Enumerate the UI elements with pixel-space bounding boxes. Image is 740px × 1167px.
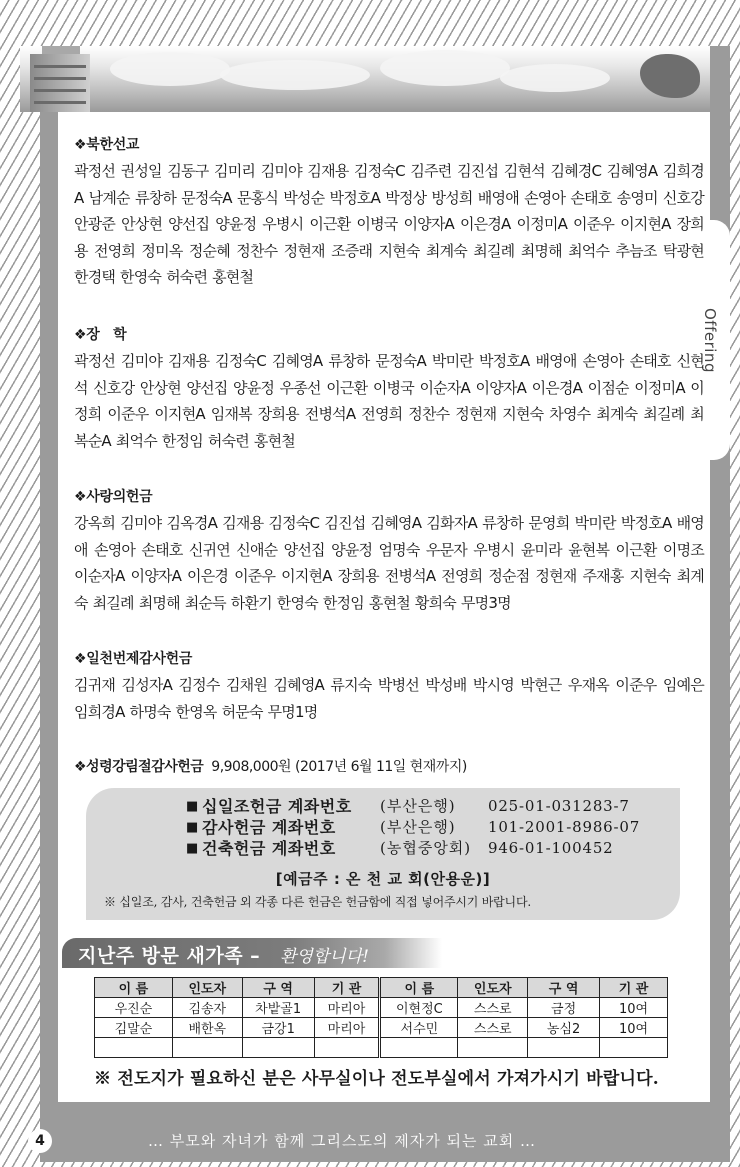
account-name: 건축헌금 계좌번호 (202, 839, 336, 858)
visitor-welcome: 환영합니다! (280, 947, 369, 967)
donor-list: 곽정선 김미야 김재용 김정숙C 김혜영A 류창하 문정숙A 박미란 박정호A 배영애 손영아 손태호 신현석 신호강 안상현 양선집 양윤정 우종선 이근환 이병국 이순자A 이양자A 이은경A 이점순 이정미A 이정희 이준우 이지현A 임재복 장희용 전병석A 전영희 정찬수 정현재 지현숙 차영수 최계숙 최길례 최복순A 최억수 한정임 허숙련 홍현철 (74, 352, 704, 450)
header-name: 이 름 (95, 978, 173, 998)
table-row (95, 1018, 668, 1038)
table-cell: 금정 (528, 998, 600, 1018)
table-cell: 금강1 (242, 1018, 314, 1038)
table-cell: 이현정C (380, 998, 458, 1018)
page-number: 4 (28, 1129, 52, 1153)
table-cell: 김말순 (95, 1018, 173, 1038)
account-number: 101-2001-8986-07 (488, 818, 641, 836)
table-cell: 10여 (600, 1018, 668, 1038)
account-list (186, 796, 666, 859)
header-banner-image (20, 46, 710, 112)
table-cell: 스스로 (458, 998, 528, 1018)
donor-list: 강옥희 김미야 김옥경A 김재용 김정숙C 김진섭 김혜영A 김화자A 류창하 문영희 박미란 박정호A 배영애 손영아 손태호 신귀연 신애순 양선집 양윤정 엄명숙 우문자 우병시 윤미라 윤현복 이근환 이명조 이순자A 이양자A 이은경 이준우 이지현A 장희용 전병석A 전영희 정순점 정현재 주재홍 지현숙 최계숙 최길례 최명해 최순득 하환기 한영숙 한정임 홍현철 황희숙 무명3명 (74, 514, 704, 612)
table-cell (172, 1038, 242, 1058)
table-cell (528, 1038, 600, 1058)
account-depositor: [예금주 : 온 천 교 회(안용운)] (275, 870, 491, 888)
table-cell (380, 1038, 458, 1058)
table-cell: 스스로 (458, 1018, 528, 1038)
table-cell: 우진순 (95, 998, 173, 1018)
table-cell: 배한옥 (172, 1018, 242, 1038)
header-district: 구 역 (242, 978, 314, 998)
account-row (186, 796, 666, 817)
table-row (95, 998, 668, 1018)
visitor-title: 지난주 방문 새가족 – (78, 945, 261, 967)
table-cell: 10여 (600, 998, 668, 1018)
table-cell: 김송자 (172, 998, 242, 1018)
pentecost-gift-title: ❖성령강림절감사헌금 (74, 759, 204, 775)
visitor-table (94, 977, 668, 1058)
table-row (95, 1038, 668, 1058)
account-info-box (86, 788, 680, 920)
side-tab-label: Offering (701, 308, 719, 373)
visitor-banner (62, 938, 442, 968)
table-header-row (95, 978, 668, 998)
section-title: ❖사랑의헌금 (74, 489, 153, 505)
donor-list: 김귀재 김성자A 김정수 김채원 김혜영A 류지숙 박병선 박성배 박시영 박현근 우재옥 이준우 임예은 임희경A 하명숙 한영옥 허문숙 무명1명 (74, 676, 704, 721)
square-bullet-icon: ■ (186, 799, 199, 814)
tract-guide-note: ※ 전도지가 필요하신 분은 사무실이나 전도부실에서 가져가시기 바랍니다. (94, 1069, 659, 1089)
table-cell: 마리아 (314, 998, 380, 1018)
account-name: 십일조헌금 계좌번호 (202, 797, 352, 816)
square-bullet-icon: ■ (186, 841, 199, 856)
table-cell: 차밭골1 (242, 998, 314, 1018)
donor-list: 곽정선 권성일 김동구 김미리 김미야 김재용 김정숙C 김주련 김진섭 김현석 김혜경C 김혜영A 김희경A 남계순 류창하 문정숙A 문홍식 박성순 박정호A 박정상 방성희 배영애 손영아 손태호 송영미 신호강 안광준 안상현 양선집 양윤정 우병시 이근환 이병국 이양자A 이은경A 이정미A 이준우 이지현A 장희용 전영희 정미옥 정순혜 정찬수 정현재 조증래 지현숙 최계숙 최길례 최명해 최억수 추늠조 탁광현 한경택 한영숙 허숙련 홍현철 (74, 162, 704, 286)
account-bank: (부산은행) (380, 797, 456, 815)
account-bank: (부산은행) (380, 818, 456, 836)
table-cell (242, 1038, 314, 1058)
table-cell: 마리아 (314, 1018, 380, 1038)
header-district: 구 역 (528, 978, 600, 998)
account-bank: (농협중앙회) (380, 839, 472, 857)
section-thousand-offering (74, 646, 704, 725)
account-name: 감사헌금 계좌번호 (202, 818, 336, 837)
header-name: 이 름 (380, 978, 458, 998)
pentecost-gift-amount: 9,908,000원 (2017년 6월 11일 현재까지) (211, 759, 467, 775)
square-bullet-icon: ■ (186, 820, 199, 835)
pentecost-gift-line (74, 756, 467, 776)
header-group: 기 관 (314, 978, 380, 998)
table-cell (95, 1038, 173, 1058)
footer-motto: … 부모와 자녀가 함께 그리스도의 제자가 되는 교회 … (148, 1132, 536, 1150)
table-cell (314, 1038, 380, 1058)
header-guide: 인도자 (458, 978, 528, 998)
section-scholarship (74, 322, 704, 454)
table-cell: 농심2 (528, 1018, 600, 1038)
table-cell (458, 1038, 528, 1058)
table-cell: 서수민 (380, 1018, 458, 1038)
section-love-offering (74, 484, 704, 616)
section-north-korea-mission (74, 132, 704, 291)
table-cell (600, 1038, 668, 1058)
account-row (186, 838, 666, 859)
section-title: ❖일천번제감사헌금 (74, 651, 193, 667)
account-row (186, 817, 666, 838)
section-title: ❖장 학 (74, 327, 127, 343)
account-number: 025-01-031283-7 (488, 797, 630, 815)
account-number: 946-01-100452 (488, 839, 614, 857)
section-title: ❖북한선교 (74, 137, 140, 153)
header-guide: 인도자 (172, 978, 242, 998)
header-group: 기 관 (600, 978, 668, 998)
account-note: ※ 십일조, 감사, 건축헌금 외 각종 다른 헌금은 헌금함에 직접 넣어주시기 바랍니다. (104, 895, 531, 909)
